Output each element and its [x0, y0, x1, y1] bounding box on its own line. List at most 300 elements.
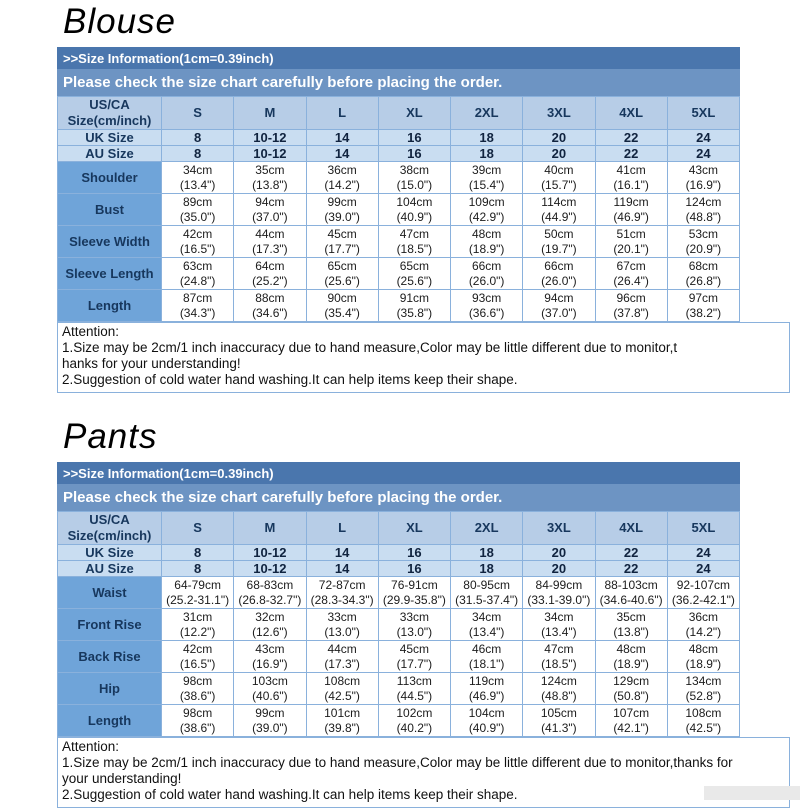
- inch-value: (15.7"): [541, 177, 577, 192]
- measurement-value: [595, 162, 667, 194]
- measurement-label: Sleeve Length: [58, 258, 162, 290]
- measurement-row: [58, 226, 740, 258]
- inch-value: (36.6"): [468, 305, 505, 320]
- cm-value: 48cm: [616, 641, 646, 656]
- region-size-value: 16: [378, 146, 450, 162]
- cm-value: 42cm: [182, 226, 213, 241]
- measurement-value: [595, 577, 667, 609]
- measurement-value: [667, 226, 739, 258]
- measurement-label: Hip: [58, 673, 162, 705]
- measurement-value: [451, 290, 523, 322]
- measurement-value: [595, 609, 667, 641]
- measurement-value: [451, 226, 523, 258]
- inch-value: (13.8"): [252, 177, 288, 192]
- region-size-value: 16: [378, 130, 450, 146]
- measurement-row: [58, 641, 740, 673]
- cm-value: 88-103cm: [604, 577, 658, 592]
- cm-value: 64cm: [255, 258, 285, 273]
- measurement-label: Sleeve Width: [58, 226, 162, 258]
- inch-value: (44.5"): [396, 688, 433, 703]
- inch-value: (18.9"): [685, 656, 722, 671]
- measurement-label: Shoulder: [58, 162, 162, 194]
- inch-value: (37.0"): [252, 209, 288, 224]
- measurement-value: [234, 226, 306, 258]
- cm-value: 87cm: [182, 290, 213, 305]
- inch-value: (25.6"): [324, 273, 360, 288]
- region-size-value: 10-12: [234, 130, 306, 146]
- product-title-blouse: Blouse: [63, 2, 177, 41]
- measurement-value: [595, 290, 667, 322]
- inch-value: (42.5"): [685, 720, 722, 735]
- measurement-label: Length: [58, 290, 162, 322]
- cm-value: 108cm: [324, 673, 361, 688]
- cm-value: 104cm: [468, 705, 505, 720]
- inch-value: (18.9"): [468, 241, 505, 256]
- cm-value: 103cm: [251, 673, 288, 688]
- cm-value: 33cm: [399, 609, 430, 624]
- background-artifact: [704, 786, 800, 800]
- size-column-header: L: [306, 512, 378, 545]
- measurement-value: [667, 705, 739, 737]
- inch-value: (39.0"): [324, 209, 360, 224]
- cm-value: 113cm: [396, 673, 432, 688]
- cm-value: 51cm: [616, 226, 646, 241]
- inch-value: (13.8"): [613, 624, 649, 639]
- size-info-bar-pants: >>Size Information(1cm=0.39inch): [57, 462, 740, 484]
- corner-header-line1: US/CA: [89, 97, 130, 113]
- measurement-value: [667, 258, 739, 290]
- size-column-header: 5XL: [667, 97, 739, 130]
- measurement-row: [58, 705, 740, 737]
- measurement-value: [595, 705, 667, 737]
- cm-value: 102cm: [396, 705, 433, 720]
- measurement-value: [234, 577, 306, 609]
- measurement-value: [162, 609, 234, 641]
- inch-value: (36.2-42.1"): [671, 592, 735, 607]
- notice-bar-pants: Please check the size chart carefully before placing the order.: [57, 484, 740, 511]
- measurement-value: [378, 194, 450, 226]
- region-size-value: 24: [667, 545, 739, 561]
- measurement-value: [595, 258, 667, 290]
- measurement-value: [451, 609, 523, 641]
- cm-value: 63cm: [182, 258, 213, 273]
- inch-value: (16.9"): [685, 177, 722, 192]
- attention-line: 1.Size may be 2cm/1 inch inaccuracy due to hand measure,Color may be little different due to monitor,thanks for: [62, 755, 733, 770]
- cm-value: 34cm: [182, 162, 213, 177]
- size-table-host-pants: [57, 511, 800, 737]
- measurement-value: [523, 577, 595, 609]
- measurement-value: [523, 226, 595, 258]
- cm-value: 43cm: [688, 162, 719, 177]
- measurement-value: [306, 673, 378, 705]
- inch-value: (48.8"): [541, 688, 577, 703]
- attention-line: 1.Size may be 2cm/1 inch inaccuracy due to hand measure,Color may be little different due to monitor,t: [62, 340, 678, 355]
- cm-value: 42cm: [182, 641, 213, 656]
- corner-header: [58, 97, 162, 130]
- cm-value: 35cm: [616, 609, 646, 624]
- measurement-value: [378, 290, 450, 322]
- region-size-label: UK Size: [58, 545, 162, 561]
- inch-value: (38.6"): [179, 720, 216, 735]
- inch-value: (26.8"): [685, 273, 722, 288]
- measurement-value: [595, 641, 667, 673]
- region-size-row: [58, 561, 740, 577]
- size-column-header: XL: [378, 512, 450, 545]
- measurement-row: [58, 162, 740, 194]
- measurement-value: [523, 162, 595, 194]
- cm-value: 33cm: [327, 609, 357, 624]
- inch-value: (13.4"): [468, 624, 505, 639]
- cm-value: 47cm: [399, 226, 430, 241]
- cm-value: 101cm: [324, 705, 361, 720]
- size-column-header: M: [234, 97, 306, 130]
- inch-value: (18.5"): [396, 241, 433, 256]
- cm-value: 104cm: [396, 194, 433, 209]
- inch-value: (41.3"): [541, 720, 577, 735]
- inch-value: (29.9-35.8"): [382, 592, 446, 607]
- cm-value: 39cm: [471, 162, 502, 177]
- cm-value: 64-79cm: [174, 577, 221, 592]
- cm-value: 41cm: [616, 162, 646, 177]
- attention-note-pants: [57, 737, 790, 808]
- cm-value: 90cm: [327, 290, 357, 305]
- measurement-value: [162, 194, 234, 226]
- inch-value: (52.8"): [685, 688, 722, 703]
- measurement-label: Back Rise: [58, 641, 162, 673]
- measurement-value: [234, 162, 306, 194]
- cm-value: 89cm: [182, 194, 213, 209]
- measurement-value: [162, 673, 234, 705]
- attention-line: your understanding!: [62, 771, 182, 786]
- measurement-value: [595, 194, 667, 226]
- region-size-value: 20: [523, 561, 595, 577]
- region-size-row: [58, 130, 740, 146]
- cm-value: 46cm: [471, 641, 502, 656]
- size-header-row: [58, 512, 740, 545]
- corner-header-line1: US/CA: [89, 512, 130, 528]
- inch-value: (46.9"): [613, 209, 649, 224]
- attention-note-blouse: [57, 322, 790, 393]
- inch-value: (18.9"): [613, 656, 649, 671]
- cm-value: 43cm: [255, 641, 285, 656]
- cm-value: 72-87cm: [318, 577, 366, 592]
- measurement-value: [667, 609, 739, 641]
- cm-value: 34cm: [471, 609, 502, 624]
- cm-value: 80-95cm: [463, 577, 510, 592]
- measurement-value: [523, 705, 595, 737]
- measurement-label: Bust: [58, 194, 162, 226]
- region-size-value: 14: [306, 130, 378, 146]
- inch-value: (17.7"): [396, 656, 433, 671]
- inch-value: (26.4"): [613, 273, 649, 288]
- measurement-value: [451, 577, 523, 609]
- region-size-value: 10-12: [234, 146, 306, 162]
- region-size-value: 8: [162, 146, 234, 162]
- cm-value: 124cm: [540, 673, 577, 688]
- cm-value: 45cm: [399, 641, 430, 656]
- measurement-value: [378, 705, 450, 737]
- inch-value: (12.2"): [179, 624, 216, 639]
- cm-value: 98cm: [182, 705, 213, 720]
- cm-value: 96cm: [616, 290, 646, 305]
- measurement-value: [306, 641, 378, 673]
- measurement-value: [234, 609, 306, 641]
- measurement-value: [667, 641, 739, 673]
- inch-value: (37.8"): [613, 305, 649, 320]
- measurement-value: [451, 641, 523, 673]
- region-size-value: 16: [378, 545, 450, 561]
- measurement-value: [378, 673, 450, 705]
- cm-value: 48cm: [688, 641, 719, 656]
- cm-value: 31cm: [182, 609, 213, 624]
- size-column-header: S: [162, 97, 234, 130]
- region-size-value: 20: [523, 130, 595, 146]
- inch-value: (12.6"): [252, 624, 288, 639]
- attention-line: 2.Suggestion of cold water hand washing.It can help items keep their shape.: [62, 372, 518, 387]
- inch-value: (42.9"): [468, 209, 505, 224]
- region-size-value: 22: [595, 146, 667, 162]
- inch-value: (37.0"): [541, 305, 577, 320]
- measurement-value: [378, 609, 450, 641]
- cm-value: 98cm: [182, 673, 213, 688]
- region-size-value: 18: [451, 545, 523, 561]
- measurement-value: [306, 609, 378, 641]
- measurement-value: [667, 194, 739, 226]
- measurement-value: [306, 162, 378, 194]
- measurement-value: [523, 258, 595, 290]
- cm-value: 32cm: [255, 609, 285, 624]
- cm-value: 48cm: [471, 226, 502, 241]
- measurement-value: [162, 641, 234, 673]
- cm-value: 36cm: [327, 162, 357, 177]
- cm-value: 36cm: [688, 609, 719, 624]
- inch-value: (34.6"): [252, 305, 288, 320]
- region-size-value: 20: [523, 545, 595, 561]
- measurement-value: [306, 194, 378, 226]
- size-column-header: 3XL: [523, 512, 595, 545]
- inch-value: (26.0"): [468, 273, 505, 288]
- size-column-header: M: [234, 512, 306, 545]
- inch-value: (40.2"): [396, 720, 433, 735]
- inch-value: (20.1"): [613, 241, 649, 256]
- inch-value: (24.8"): [179, 273, 216, 288]
- size-column-header: 2XL: [451, 97, 523, 130]
- measurement-value: [162, 577, 234, 609]
- cm-value: 68cm: [688, 258, 719, 273]
- inch-value: (16.1"): [613, 177, 649, 192]
- measurement-label: Length: [58, 705, 162, 737]
- region-size-label: UK Size: [58, 130, 162, 146]
- inch-value: (34.6-40.6"): [599, 592, 663, 607]
- region-size-row: [58, 146, 740, 162]
- notice-bar-blouse: Please check the size chart carefully before placing the order.: [57, 69, 740, 96]
- cm-value: 94cm: [544, 290, 574, 305]
- measurement-value: [378, 258, 450, 290]
- cm-value: 107cm: [613, 705, 650, 720]
- region-size-value: 14: [306, 545, 378, 561]
- measurement-value: [234, 258, 306, 290]
- inch-value: (15.0"): [396, 177, 433, 192]
- inch-value: (31.5-37.4"): [455, 592, 519, 607]
- inch-value: (19.7"): [541, 241, 577, 256]
- inch-value: (13.0"): [324, 624, 360, 639]
- inch-value: (39.8"): [324, 720, 360, 735]
- region-size-label: AU Size: [58, 561, 162, 577]
- inch-value: (26.8-32.7"): [238, 592, 302, 607]
- inch-value: (15.4"): [468, 177, 505, 192]
- region-size-value: 16: [378, 561, 450, 577]
- measurement-value: [378, 162, 450, 194]
- region-size-value: 24: [667, 146, 739, 162]
- measurement-row: [58, 258, 740, 290]
- cm-value: 65cm: [399, 258, 430, 273]
- measurement-value: [451, 258, 523, 290]
- section-pants: [0, 417, 800, 808]
- measurement-value: [234, 641, 306, 673]
- measurement-value: [306, 258, 378, 290]
- region-size-value: 8: [162, 545, 234, 561]
- inch-value: (40.9"): [468, 720, 505, 735]
- corner-header: [58, 512, 162, 545]
- measurement-value: [378, 577, 450, 609]
- measurement-label: Waist: [58, 577, 162, 609]
- inch-value: (17.3"): [252, 241, 288, 256]
- cm-value: 108cm: [685, 705, 722, 720]
- inch-value: (13.4"): [179, 177, 216, 192]
- cm-value: 114cm: [541, 194, 577, 209]
- measurement-value: [595, 673, 667, 705]
- size-column-header: XL: [378, 97, 450, 130]
- measurement-value: [451, 705, 523, 737]
- inch-value: (16.5"): [179, 241, 216, 256]
- cm-value: 93cm: [471, 290, 502, 305]
- measurement-value: [378, 641, 450, 673]
- cm-value: 66cm: [544, 258, 574, 273]
- inch-value: (35.4"): [324, 305, 360, 320]
- region-size-value: 18: [451, 130, 523, 146]
- measurement-row: [58, 290, 740, 322]
- size-column-header: 4XL: [595, 512, 667, 545]
- measurement-row: [58, 673, 740, 705]
- cm-value: 109cm: [468, 194, 505, 209]
- inch-value: (16.9"): [252, 656, 288, 671]
- measurement-value: [667, 290, 739, 322]
- measurement-value: [234, 705, 306, 737]
- cm-value: 47cm: [544, 641, 574, 656]
- inch-value: (34.3"): [179, 305, 216, 320]
- inch-value: (17.7"): [324, 241, 360, 256]
- cm-value: 97cm: [688, 290, 719, 305]
- size-column-header: 4XL: [595, 97, 667, 130]
- inch-value: (17.3"): [324, 656, 360, 671]
- region-size-value: 18: [451, 146, 523, 162]
- measurement-row: [58, 577, 740, 609]
- cm-value: 134cm: [685, 673, 722, 688]
- size-column-header: 5XL: [667, 512, 739, 545]
- cm-value: 45cm: [327, 226, 357, 241]
- inch-value: (40.9"): [396, 209, 433, 224]
- measurement-value: [667, 162, 739, 194]
- attention-line: Attention:: [62, 324, 120, 339]
- inch-value: (50.8"): [613, 688, 649, 703]
- cm-value: 53cm: [688, 226, 719, 241]
- region-size-value: 14: [306, 561, 378, 577]
- inch-value: (48.8"): [685, 209, 722, 224]
- measurement-row: [58, 194, 740, 226]
- measurement-value: [234, 673, 306, 705]
- cm-value: 68-83cm: [246, 577, 294, 592]
- measurement-value: [451, 673, 523, 705]
- inch-value: (35.8"): [396, 305, 433, 320]
- measurement-value: [306, 226, 378, 258]
- cm-value: 44cm: [327, 641, 357, 656]
- measurement-value: [162, 162, 234, 194]
- section-blouse: [0, 0, 800, 393]
- measurement-value: [378, 226, 450, 258]
- region-size-value: 8: [162, 130, 234, 146]
- attention-line: 2.Suggestion of cold water hand washing.It can help items keep their shape.: [62, 787, 518, 802]
- measurement-value: [523, 673, 595, 705]
- cm-value: 124cm: [685, 194, 722, 209]
- cm-value: 105cm: [540, 705, 577, 720]
- measurement-value: [306, 705, 378, 737]
- inch-value: (40.6"): [252, 688, 288, 703]
- inch-value: (39.0"): [252, 720, 288, 735]
- inch-value: (35.0"): [179, 209, 216, 224]
- inch-value: (25.2-31.1"): [166, 592, 230, 607]
- size-column-header: 3XL: [523, 97, 595, 130]
- region-size-label: AU Size: [58, 146, 162, 162]
- size-column-header: 2XL: [451, 512, 523, 545]
- size-table: [57, 96, 740, 322]
- cm-value: 99cm: [327, 194, 357, 209]
- cm-value: 38cm: [399, 162, 430, 177]
- region-size-value: 8: [162, 561, 234, 577]
- cm-value: 129cm: [613, 673, 650, 688]
- size-table: [57, 511, 740, 737]
- cm-value: 88cm: [255, 290, 285, 305]
- region-size-value: 24: [667, 130, 739, 146]
- inch-value: (25.2"): [252, 273, 288, 288]
- inch-value: (13.0"): [396, 624, 433, 639]
- measurement-row: [58, 609, 740, 641]
- region-size-value: 24: [667, 561, 739, 577]
- inch-value: (46.9"): [468, 688, 505, 703]
- measurement-value: [523, 290, 595, 322]
- measurement-value: [523, 641, 595, 673]
- inch-value: (14.2"): [685, 624, 722, 639]
- inch-value: (18.1"): [468, 656, 505, 671]
- cm-value: 99cm: [255, 705, 285, 720]
- inch-value: (38.2"): [685, 305, 722, 320]
- region-size-value: 18: [451, 561, 523, 577]
- region-size-row: [58, 545, 740, 561]
- cm-value: 91cm: [399, 290, 430, 305]
- size-info-bar-blouse: >>Size Information(1cm=0.39inch): [57, 47, 740, 69]
- cm-value: 67cm: [616, 258, 646, 273]
- region-size-value: 20: [523, 146, 595, 162]
- measurement-value: [451, 162, 523, 194]
- measurement-value: [667, 577, 739, 609]
- size-column-header: S: [162, 512, 234, 545]
- measurement-value: [523, 194, 595, 226]
- inch-value: (13.4"): [541, 624, 577, 639]
- inch-value: (20.9"): [685, 241, 722, 256]
- measurement-value: [162, 226, 234, 258]
- cm-value: 66cm: [471, 258, 502, 273]
- measurement-value: [667, 673, 739, 705]
- size-header-row: [58, 97, 740, 130]
